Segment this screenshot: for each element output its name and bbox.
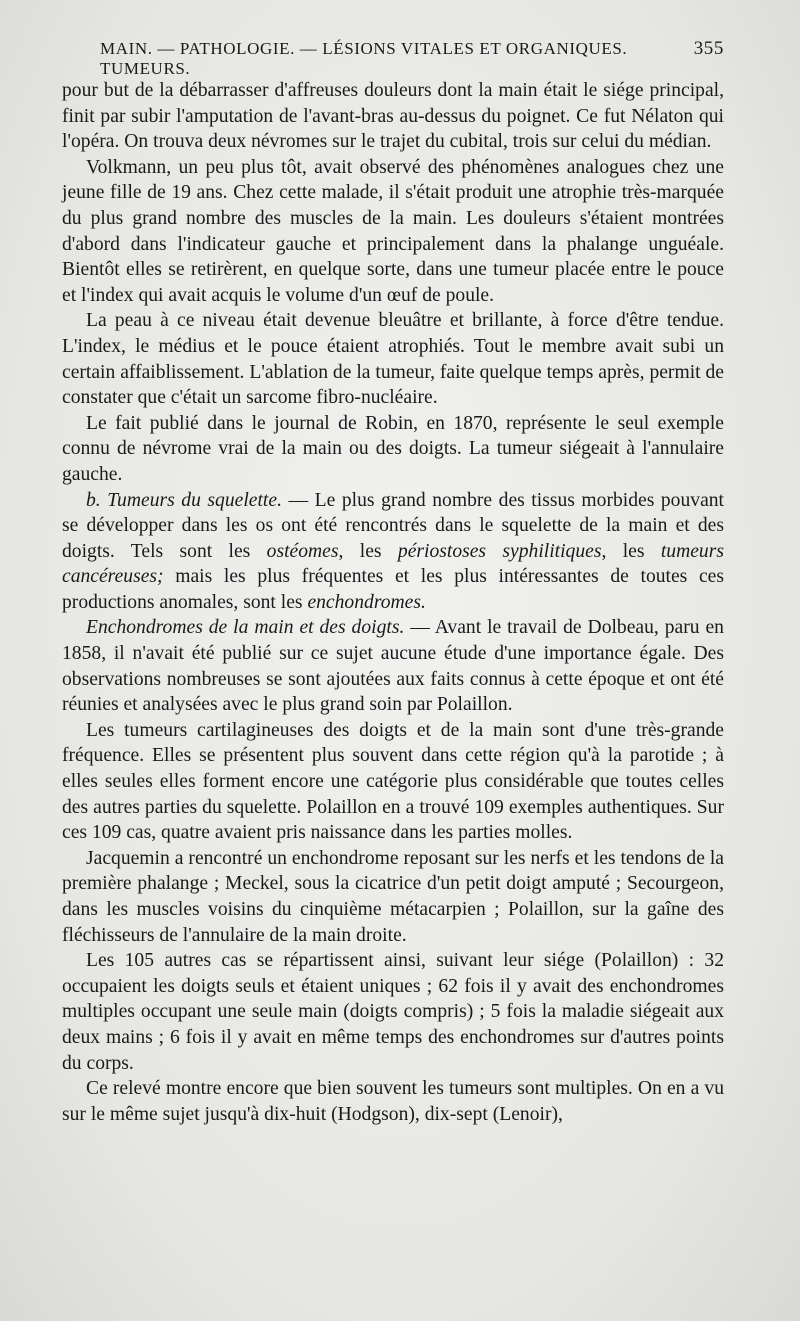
text-run: , les — [601, 540, 661, 562]
page-number: 355 — [693, 38, 724, 59]
running-title: MAIN. — PATHOLOGIE. — LÉSIONS VITALES ET ORGANIQUES. TUMEURS. — [100, 39, 628, 78]
paragraph-skeleton-tumors — [62, 488, 724, 616]
body-text — [62, 78, 724, 1127]
running-header — [100, 38, 724, 78]
term-osteomes: ostéomes — [266, 540, 339, 562]
paragraph-robin: Le fait publié dans le journal de Robin, en 1870, représente le seul exemple connu de névrome vrai de la main ou des doigts. La tumeur siégeait à l'annulaire gauche. — [62, 412, 724, 485]
text-run: mais les plus fréquentes et les plus intéressantes de toutes ces productions anomales, sont les — [62, 566, 724, 613]
paragraph-skin: La peau à ce niveau était devenue bleuâtre et brillante, à force d'être tendue. L'index, le médius et le pouce étaient atrophiés. Tout le membre avait subi un certain affaiblissement. L'ablation de la tumeur, faite quelque temps après, permit de constater que c'était un sarcome fibro-nucléaire. — [62, 310, 724, 409]
text-run: , les — [338, 540, 398, 562]
paragraph-distribution: Les 105 autres cas se répartissent ainsi, suivant leur siége (Polaillon) : 32 occupaient les doigts seuls et étaient uniques ; 62 fois il y avait des enchondromes multiples occupant une seule main (doigts compris) ; 5 fois la maladie siégeait aux deux mains ; 6 fois il y avait en même temps des enchondromes sur d'autres points du corps. — [62, 950, 724, 1074]
section-heading-enchondromes: Enchondromes de la main et des doigts. — [86, 617, 405, 639]
paragraph-continued: pour but de la débarrasser d'affreuses douleurs dont la main était le siége principal, finit par subir l'amputation de l'avant-bras au-dessus du poignet. Ce fut Nélaton qui l'opéra. On trouva deux névromes sur le trajet du cubital, trois sur celui du médian. — [62, 80, 724, 153]
paragraph-volkmann: Volkmann, un peu plus tôt, avait observé des phénomènes analogues chez une jeune fille de 19 ans. Chez cette malade, il s'était produit une atrophie très-marquée du plus grand nombre des muscles de la main. Les douleurs s'étaient montrées d'abord dans l'indicateur gauche et principalement dans la phalange unguéale. Bientôt elles se retirèrent, en quelque sorte, dans une tumeur placée entre le pouce et l'index qui avait acquis le volume d'un œuf de poule. — [62, 156, 724, 306]
paragraph-jacquemin: Jacquemin a rencontré un enchondrome reposant sur les nerfs et les tendons de la première phalange ; Meckel, sous la cicatrice d'un petit doigt amputé ; Secourgeon, dans les muscles voisins du cinquième métacarpien ; Polaillon, sur la gaîne des fléchisseurs de l'annulaire de la main droite. — [62, 847, 724, 946]
paragraph-frequency: Les tumeurs cartilagineuses des doigts et de la main sont d'une très-grande fréquence. Elles se présentent plus souvent dans cette région qu'à la parotide ; à elles seules elles forment encore une catégorie plus considérable que toutes celles des autres parties du squelette. Polaillon en a trouvé 109 exemples authentiques. Sur ces 109 cas, quatre avaient pris naissance dans les parties molles. — [62, 719, 724, 844]
paragraph-enchondromes — [62, 615, 724, 717]
term-periostoses: périostoses syphilitiques — [397, 540, 602, 562]
section-heading-skeleton-tumors: b. Tumeurs du squelette. — [86, 489, 282, 511]
term-enchondromes: enchondromes. — [307, 591, 426, 613]
text-run: — Le plus grand nombre des tissus morbides pouvant se développer dans les os ont été rencontrés dans le squelette de la main et des doigts. Tels sont les — [62, 489, 725, 562]
paragraph-multiple: Ce relevé montre encore que bien souvent les tumeurs sont multiples. On en a vu sur le même sujet jusqu'à dix-huit (Hodgson), dix-sept (Lenoir), — [62, 1078, 724, 1125]
term-tumeurs-cancereuses: tumeurs cancéreuses; — [62, 540, 724, 588]
text-run: — Avant le travail de Dolbeau, paru en 1858, il n'avait été publié sur ce sujet aucune étude d'une importance égale. Des observations nombreuses se sont ajoutées aux faits connus à cette époque et ont été réunies et analysées avec le plus grand soin par Polaillon. — [62, 617, 724, 716]
